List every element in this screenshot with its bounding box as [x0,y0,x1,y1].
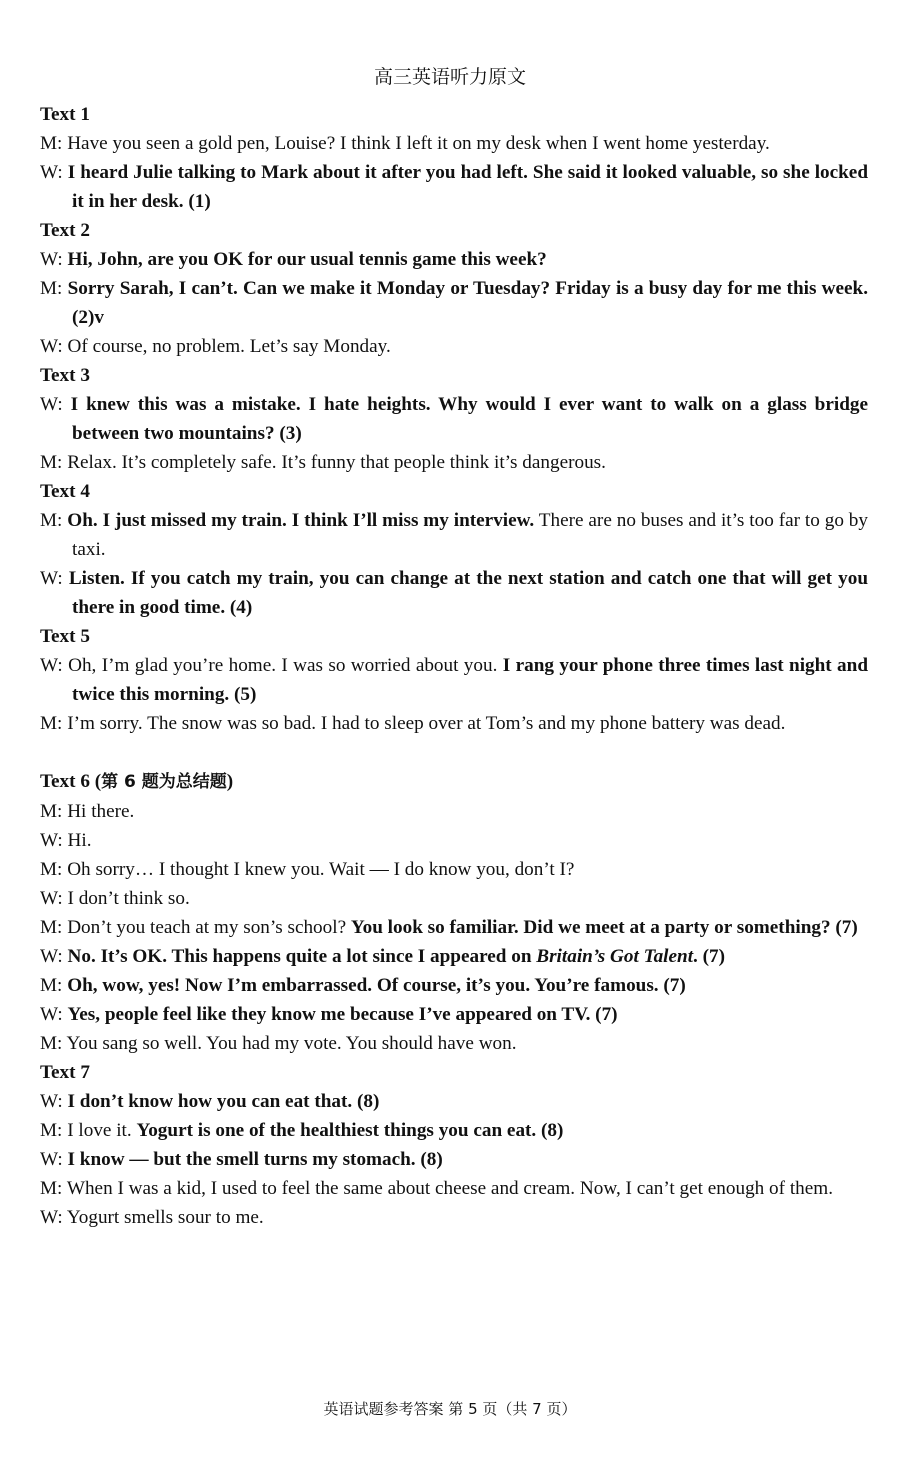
dialogue-line [40,651,868,709]
section-heading [40,361,868,390]
speaker-label: M: [40,1033,67,1054]
section-heading [40,216,868,245]
transcript-body [40,100,868,1232]
dialogue-text: Hi there. [67,801,135,822]
dialogue-text: I don’t think so. [67,888,190,909]
dialogue-line [40,1174,868,1203]
dialogue-line [40,390,868,448]
dialogue-text: I heard Julie talking to Mark about it after you had left. She said it looked valuable, so she locked it in her desk. (1) [67,162,868,212]
dialogue-line [40,506,868,564]
dialogue-line [40,332,868,361]
speaker-label: W: [40,1149,68,1170]
dialogue-text: You look so familiar. Did we meet at a party or something? (7) [350,917,858,938]
dialogue-text: Listen. If you catch my train, you can change at the next station and catch one that will get you there in good time. (4) [68,568,868,618]
dialogue-line [40,245,868,274]
section-heading-text: Text 4 [40,481,90,502]
speaker-label: W: [40,568,69,589]
section-heading-close: ) [226,771,234,792]
speaker-label: W: [40,336,68,357]
dialogue-text: I love it. [67,1120,137,1141]
dialogue-text: Oh, wow, yes! Now I’m embarrassed. Of course, it’s you. You’re famous. (7) [67,975,686,996]
speaker-label: M: [40,510,68,531]
dialogue-line [40,826,868,855]
dialogue-line [40,1203,868,1232]
speaker-label: W: [40,946,68,967]
dialogue-text: I knew this was a mistake. I hate heights. Why would I ever want to walk on a glass bridge between two mountains? (3) [70,394,868,444]
dialogue-line [40,448,868,477]
dialogue-line [40,1029,868,1058]
speaker-label: M: [40,133,68,154]
speaker-label: W: [40,1004,68,1025]
speaker-label: W: [40,394,71,415]
section-heading [40,622,868,651]
dialogue-text: I don’t know how you can eat that. (8) [67,1091,380,1112]
dialogue-line [40,1145,868,1174]
dialogue-text: There are no buses and it’s too far to go by taxi. [72,510,868,560]
section-heading [40,477,868,506]
dialogue-text: Hi. [67,830,92,851]
page-title: 高三英语听力原文 [373,66,526,88]
dialogue-text: Sorry Sarah, I can’t. Can we make it Monday or Tuesday? Friday is a busy day for me this week. (2)v [67,278,868,328]
speaker-label: W: [40,162,68,183]
dialogue-text: I’m sorry. The snow was so bad. I had to sleep over at Tom’s and my phone battery was dead. [67,713,786,734]
dialogue-text: I rang your phone three times last night and twice this morning. (5) [72,655,868,705]
speaker-label: M: [40,278,68,299]
dialogue-text: Oh sorry… I thought I knew you. Wait — I do know you, don’t I? [67,859,575,880]
section-heading-text: Text 7 [40,1062,90,1083]
dialogue-text: Oh, I’m glad you’re home. I was so worried about you. [68,655,503,676]
dialogue-line [40,884,868,913]
speaker-label: M: [40,859,68,880]
page-footer: 英语试题参考答案 第 5 页（共 7 页） [323,1400,577,1418]
dialogue-text: Relax. It’s completely safe. It’s funny that people think it’s dangerous. [67,452,606,473]
dialogue-line [40,158,868,216]
dialogue-line [40,913,868,942]
dialogue-line [40,709,868,738]
speaker-label: W: [40,655,69,676]
dialogue-text: . (7) [693,946,725,967]
dialogue-line [40,1116,868,1145]
dialogue-line [40,1087,868,1116]
speaker-label: M: [40,452,68,473]
dialogue-line [40,274,868,332]
dialogue-line [40,855,868,884]
speaker-label: W: [40,249,68,270]
dialogue-text: Yogurt is one of the healthiest things you can eat. (8) [136,1120,564,1141]
dialogue-line [40,129,868,158]
dialogue-line [40,564,868,622]
speaker-label: W: [40,1207,67,1228]
speaker-label: M: [40,1178,67,1199]
speaker-label: W: [40,830,68,851]
dialogue-line [40,1000,868,1029]
dialogue-text: Have you seen a gold pen, Louise? I think I left it on my desk when I went home yesterday. [67,133,770,154]
dialogue-text: When I was a kid, I used to feel the same about cheese and cream. Now, I can’t get enough of them. [66,1178,833,1199]
speaker-label: M: [40,917,68,938]
section-heading [40,1058,868,1087]
speaker-label: W: [40,1091,68,1112]
dialogue-text: Yogurt smells sour to me. [66,1207,264,1228]
dialogue-text: Don’t you teach at my son’s school? [67,917,351,938]
section-heading [40,100,868,129]
section-heading-text: Text 3 [40,365,90,386]
dialogue-text: No. It’s OK. This happens quite a lot since I appeared on [67,946,537,967]
section-heading-text: Text 2 [40,220,90,241]
section-gap [40,738,868,767]
speaker-label: W: [40,888,68,909]
section-heading [40,767,868,797]
dialogue-text: You sang so well. You had my vote. You should have won. [66,1033,517,1054]
section-heading-text: Text 1 [40,104,90,125]
speaker-label: M: [40,975,68,996]
dialogue-line [40,971,868,1000]
dialogue-text: Hi, John, are you OK for our usual tennis game this week? [67,249,547,270]
section-heading-note: 第 6 题为总结题 [101,772,227,792]
speaker-label: M: [40,713,68,734]
speaker-label: M: [40,1120,68,1141]
section-heading-text: Text 5 [40,626,90,647]
dialogue-text: Britain’s Got Talent [536,946,694,967]
dialogue-text: I know — but the smell turns my stomach. (8) [67,1149,443,1170]
dialogue-text: Of course, no problem. Let’s say Monday. [67,336,391,357]
dialogue-line [40,797,868,826]
dialogue-text: Yes, people feel like they know me because I’ve appeared on TV. (7) [67,1004,618,1025]
section-heading-text: Text 6 ( [40,771,102,792]
dialogue-text: Oh. I just missed my train. I think I’ll miss my interview. [67,510,535,531]
speaker-label: M: [40,801,68,822]
dialogue-line [40,942,868,971]
